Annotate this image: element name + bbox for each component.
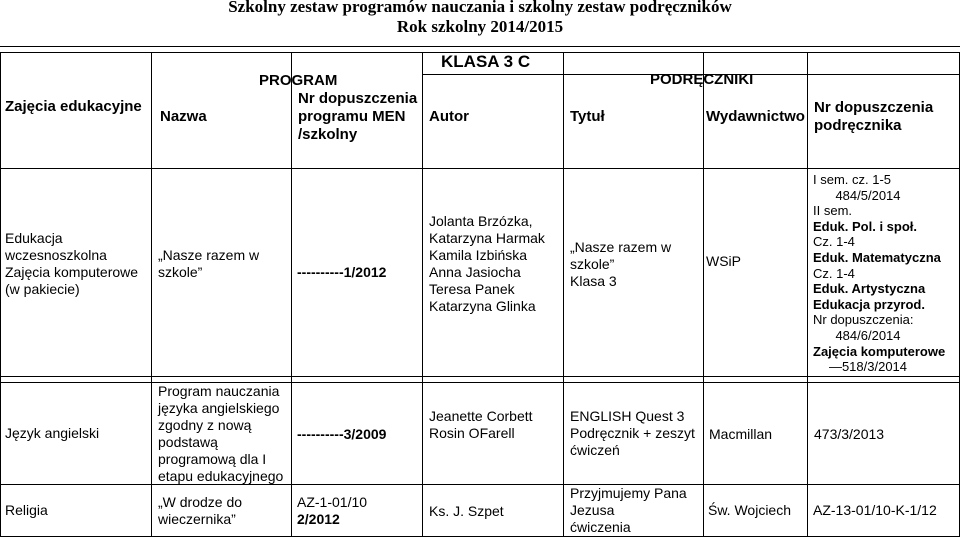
header-zajecia: Zajęcia edukacyjne (5, 98, 142, 115)
header-program: PROGRAM (259, 72, 338, 89)
sem-line: Zajęcia komputerowe (813, 343, 946, 359)
cell-nr-programu: ----------3/2009 (297, 426, 387, 442)
cell-zajecia: Język angielski (5, 425, 100, 441)
cell-autor: Ks. J. Szpet (429, 503, 504, 519)
cell-tytul: ćwiczeń (570, 442, 620, 458)
school-year: Rok szkolny 2014/2015 (396, 17, 564, 36)
document-title: Szkolny zestaw programów nauczania i szkolny zestaw podręczników (228, 0, 732, 16)
cell-autor: Katarzyna Harmak (429, 230, 545, 246)
cell-nazwa: Program nauczania (158, 383, 280, 399)
cell-nr-programu: ----------1/2012 (297, 264, 387, 280)
header-podreczniki: PODRĘCZNIKI (650, 71, 754, 88)
cell-autor: Anna Jasiocha (429, 264, 521, 280)
cell-autor: Jeanette Corbett (429, 408, 533, 424)
cell-nr-programu: 2/2012 (297, 511, 340, 527)
cell-tytul: szkole” (570, 256, 615, 272)
cell-nazwa: wieczernika” (158, 511, 236, 527)
header-autor: Autor (429, 108, 469, 125)
cell-zajecia: Zajęcia komputerowe (5, 264, 139, 280)
cell-tytul: „Nasze razem w (570, 239, 672, 255)
header-nr-podrecznika-2: podręcznika (814, 117, 902, 134)
sem-line: —518/3/2014 (828, 359, 908, 375)
header-nr-programu-2: programu MEN (298, 108, 406, 125)
sem-line: Edukacja przyrod. (813, 296, 925, 312)
cell-nazwa: „W drodze do (158, 494, 243, 510)
cell-nazwa: programową dla I (158, 451, 267, 467)
cell-nazwa: zgodny z nową (158, 417, 252, 433)
cell-zajecia: Religia (5, 502, 48, 518)
header-nr-podrecznika-1: Nr dopuszczenia (814, 99, 934, 116)
cell-zajecia: Edukacja (5, 230, 63, 246)
cell-nazwa: „Nasze razem w (158, 247, 260, 263)
sem-line: II sem. (813, 203, 853, 219)
cell-nazwa: podstawą (158, 434, 218, 450)
header-tytul: Tytuł (570, 108, 605, 125)
cell-autor: Katarzyna Glinka (429, 298, 536, 314)
cell-nr-podrecznika (813, 172, 959, 375)
cell-nr-podrecznika: AZ-13-01/10-K-1/12 (813, 502, 937, 518)
cell-tytul: Jezusa (570, 502, 615, 518)
sem-line: Cz. 1-4 (813, 234, 855, 250)
sem-line: Eduk. Pol. i społ. (813, 218, 918, 234)
cell-wydawnictwo: Św. Wojciech (708, 502, 791, 518)
sem-line: Eduk. Artystyczna (813, 281, 926, 297)
cell-tytul: ćwiczenia (570, 519, 631, 535)
cell-nr-programu: AZ-1-01/10 (297, 494, 368, 510)
sem-line: 484/5/2014 (835, 187, 901, 203)
cell-tytul: Podręcznik + zeszyt (570, 425, 695, 441)
cell-autor: Teresa Panek (429, 281, 515, 297)
cell-nazwa: szkole” (158, 264, 203, 280)
sem-line: I sem. cz. 1-5 (813, 172, 892, 187)
header-nazwa: Nazwa (160, 108, 207, 125)
cell-nazwa: etapu edukacyjnego (158, 468, 284, 484)
header-wydawnictwo: Wydawnictwo (706, 108, 805, 125)
header-nr-programu-1: Nr dopuszczenia (298, 90, 418, 107)
header-nr-programu-3: /szkolny (298, 126, 358, 143)
cell-nazwa: języka angielskiego (158, 400, 280, 416)
cell-tytul: Klasa 3 (570, 273, 617, 289)
cell-wydawnictwo: WSiP (706, 253, 741, 269)
cell-wydawnictwo: Macmillan (709, 426, 773, 442)
sem-line: Eduk. Matematyczna (813, 250, 941, 265)
cell-autor: Jolanta Brzózka, (429, 213, 533, 229)
cell-tytul: ENGLISH Quest 3 (570, 408, 685, 424)
sem-line: 484/6/2014 (835, 328, 901, 343)
cell-zajecia: wczesnoszkolna (5, 247, 107, 263)
cell-autor: Kamila Izbińska (429, 247, 528, 263)
cell-zajecia: (w pakiecie) (5, 281, 80, 297)
cell-nr-podrecznika: 473/3/2013 (814, 426, 885, 442)
sem-line: Cz. 1-4 (813, 265, 855, 281)
cell-autor: Rosin OFarell (429, 425, 515, 441)
header-klasa: KLASA 3 C (441, 52, 531, 71)
cell-tytul: Przyjmujemy Pana (570, 485, 687, 501)
sem-line: Nr dopuszczenia: (813, 312, 914, 328)
